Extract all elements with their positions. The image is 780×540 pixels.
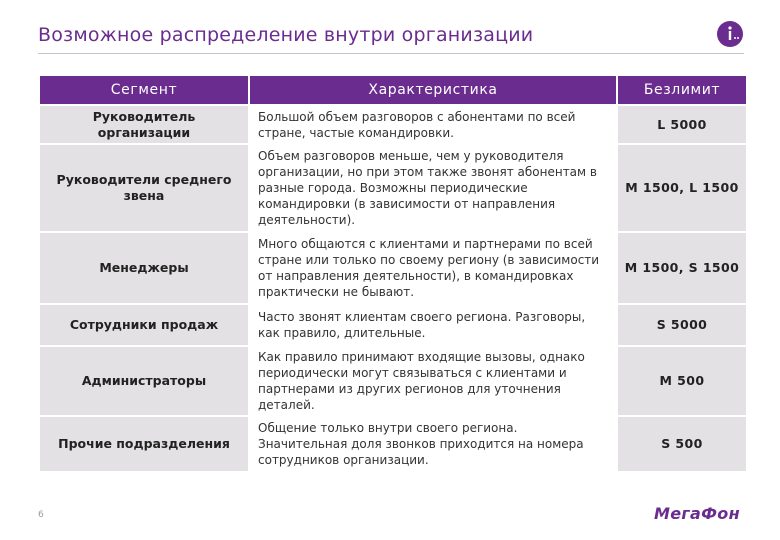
table-row	[40, 305, 746, 345]
characteristic-cell: Как правило принимают входящие вызовы, однако периодически могут связываться с клиентами и партнерами из других регионов для уточнения деталей.	[250, 347, 616, 415]
segment-table	[38, 74, 748, 473]
characteristic-cell: Общение только внутри своего региона. Значительная доля звонков приходится на номера сотрудников организации.	[250, 417, 616, 471]
characteristic-cell: Часто звонят клиентам своего региона. Разговоры, как правило, длительные.	[250, 305, 616, 345]
table-header-row	[40, 76, 746, 104]
megafon-logo-icon	[716, 20, 744, 48]
segment-cell: Администраторы	[40, 347, 248, 415]
table-row	[40, 233, 746, 303]
characteristic-cell: Большой объем разговоров с абонентами по всей стране, частые командировки.	[250, 106, 616, 143]
table-row	[40, 106, 746, 143]
column-header-segment: Сегмент	[40, 76, 248, 104]
table-row	[40, 145, 746, 231]
brand-logo: МегаФон	[654, 504, 740, 523]
table-row	[40, 347, 746, 415]
limit-cell: S 5000	[618, 305, 746, 345]
characteristic-cell: Объем разговоров меньше, чем у руководителя организации, но при этом также звонят абонентам в разные города. Возможны периодические командировки (в зависимости от направления деятельности).	[250, 145, 616, 231]
page-number: 6	[38, 510, 44, 520]
page-title: Возможное распределение внутри организации	[38, 24, 534, 46]
segment-cell: Руководители среднего звена	[40, 145, 248, 231]
segment-cell: Руководитель организации	[40, 106, 248, 143]
segment-cell: Сотрудники продаж	[40, 305, 248, 345]
limit-cell: M 1500, L 1500	[618, 145, 746, 231]
characteristic-cell: Много общаются с клиентами и партнерами по всей стране или только по своему региону (в зависимости от направления деятельности), в командировках практически не бывают.	[250, 233, 616, 303]
segment-cell: Менеджеры	[40, 233, 248, 303]
limit-cell: S 500	[618, 417, 746, 471]
title-divider	[38, 53, 744, 54]
column-header-unlimited: Безлимит	[618, 76, 746, 104]
table-row	[40, 417, 746, 471]
limit-cell: M 500	[618, 347, 746, 415]
limit-cell: M 1500, S 1500	[618, 233, 746, 303]
column-header-characteristic: Характеристика	[250, 76, 616, 104]
segment-cell: Прочие подразделения	[40, 417, 248, 471]
limit-cell: L 5000	[618, 106, 746, 143]
